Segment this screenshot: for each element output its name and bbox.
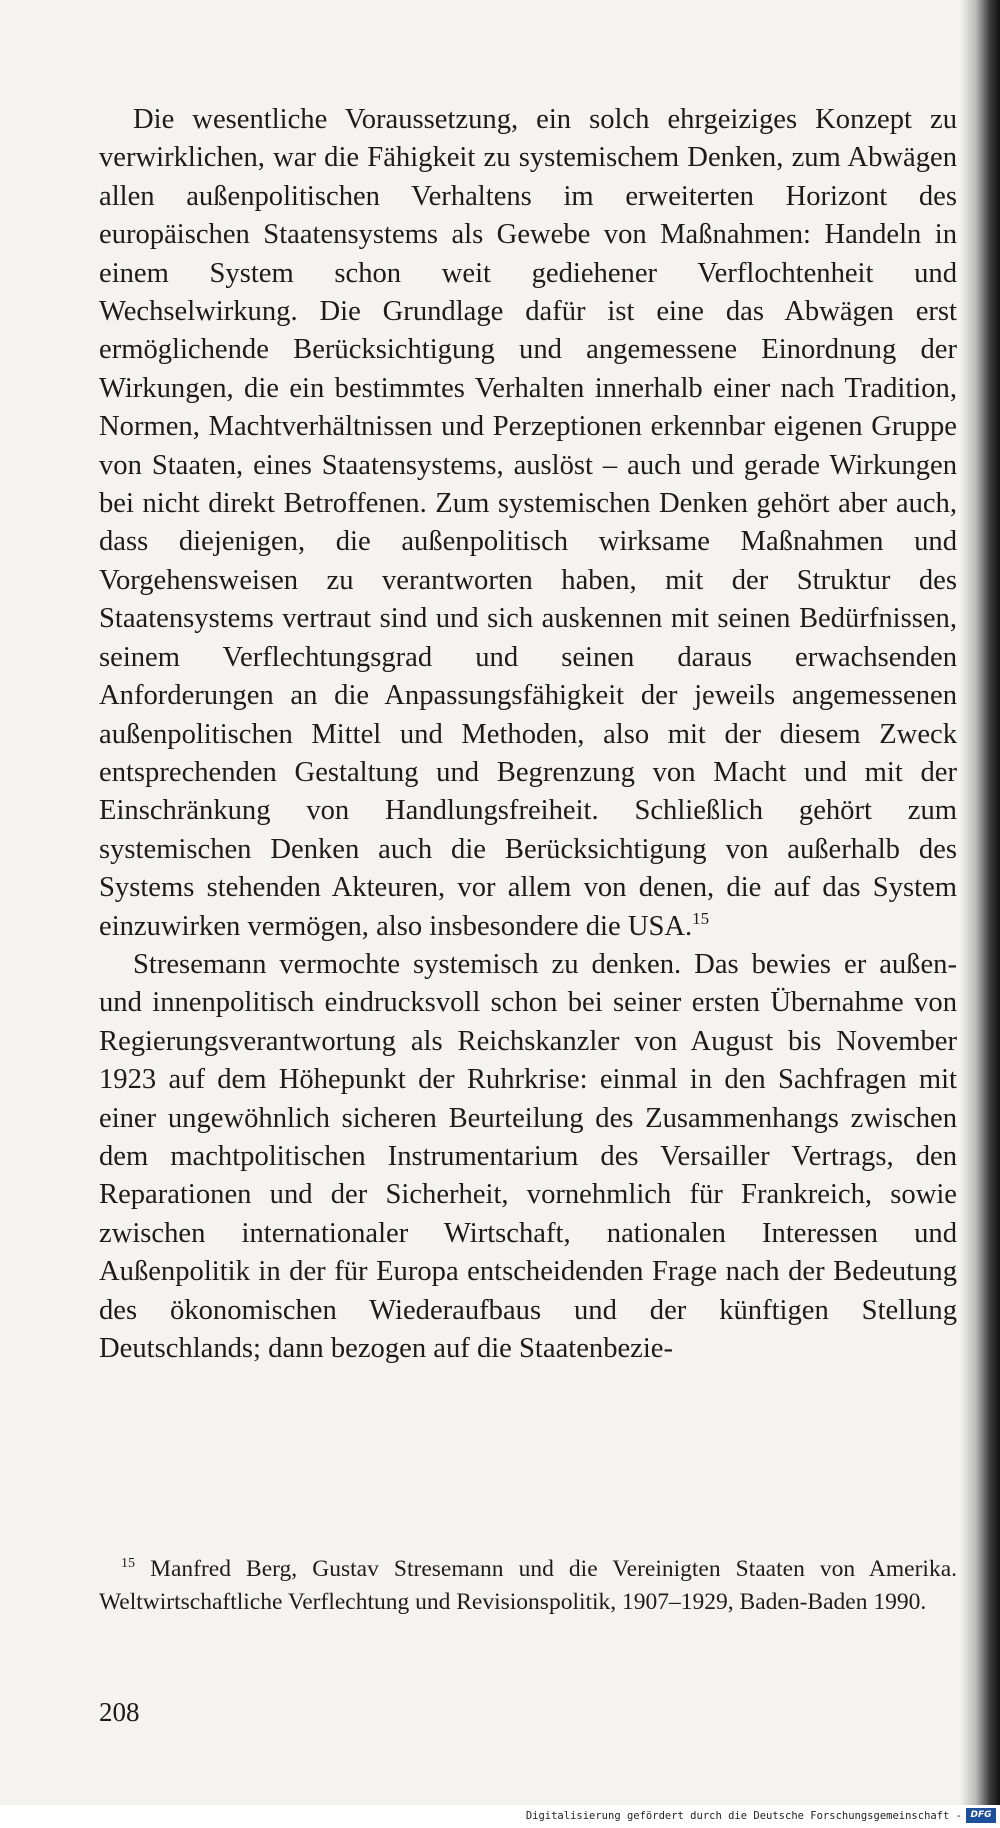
paragraph-1-text: Die wesentliche Voraussetzung, ein solch ehrgeiziges Konzept zu verwirklichen, war die Fähigkeit zu systemischem Denken, zum Abwägen allen außenpolitischen Verhaltens im erweiterten Horizont des europäischen Staatensystems als Gewebe von Maßnahmen: Handeln in einem System schon weit gediehener Verflochtenheit und Wechselwirkung. Die Grundlage dafür ist eine das Abwägen erst ermöglichende Berücksichtigung und angemessene Einordnung der Wirkungen, die ein bestimmtes Verhalten innerhalb einer nach Tradition, Normen, Machtverhältnissen und Perzeptionen erkennbar eigenen Gruppe von Staaten, eines Staatensystems, auslöst – auch und gerade Wirkungen bei nicht direkt Betroffenen. Zum systemischen Denken gehört aber auch, dass diejenigen, die außenpolitisch wirksame Maßnahmen und Vorgehensweisen zu verantworten haben, mit der Struktur des Staatensystems vertraut sind und sich auskennen mit seinen Bedürfnissen, seinem Verflechtungsgrad und seinen daraus erwachsenden Anforderungen an die Anpassungsfähigkeit der jeweils angemessenen außenpolitischen Mittel und Methoden, also mit der diesem Zweck entsprechenden Gestaltung und Begrenzung von Macht und mit der Einschränkung von Handlungsfreiheit. Schließlich gehört zum systemischen Denken auch die Berücksichtigung von außerhalb des Systems stehenden Akteuren, vor allem von denen, die auf das System einzuwirken vermögen, also insbesondere die USA.: [99, 104, 957, 942]
digitization-footer: [0, 1805, 1000, 1828]
footnote-15: [99, 1553, 957, 1618]
digitization-credit: Digitalisierung gefördert durch die Deutsche Forschungsgemeinschaft -: [525, 1810, 962, 1822]
footnote-text: Manfred Berg, Gustav Stresemann und die Vereinigten Staaten von Amerika. Weltwirtschaftliche Verflechtung und Revisionspolitik, 1907–1929, Baden-Baden 1990.: [99, 1556, 958, 1615]
footnote: [99, 1553, 957, 1618]
paragraph-2: Stresemann vermochte systemisch zu denken. Das bewies er außen- und innenpolitisch eindrucksvoll schon bei seiner ersten Übernahme von Regierungsverantwortung als Reichskanzler von August bis November 1923 auf dem Höhepunkt der Ruhrkrise: einmal in den Sachfragen mit einer ungewöhnlich sicheren Beurteilung des Zusammenhangs zwischen dem machtpolitischen Instrumentarium des Versailler Vertrags, den Reparationen und der Sicherheit, vornehmlich für Frankreich, sowie zwischen internationaler Wirtschaft, nationalen Interessen und Außenpolitik in der für Europa entscheidenden Frage nach der Bedeutung des ökonomischen Wiederaufbaus und der künftigen Stellung Deutschlands; dann bezogen auf die Staatenbezie-: [99, 948, 957, 1364]
page-edge-shadow: [960, 0, 1000, 1805]
dfg-logo-icon: DFG: [966, 1808, 996, 1823]
footnote-reference: 15: [692, 908, 710, 928]
page-number: 208: [99, 1697, 140, 1727]
footnote-number: 15: [121, 1556, 135, 1571]
body-text: [99, 101, 957, 1368]
paragraph-1: [99, 101, 957, 946]
